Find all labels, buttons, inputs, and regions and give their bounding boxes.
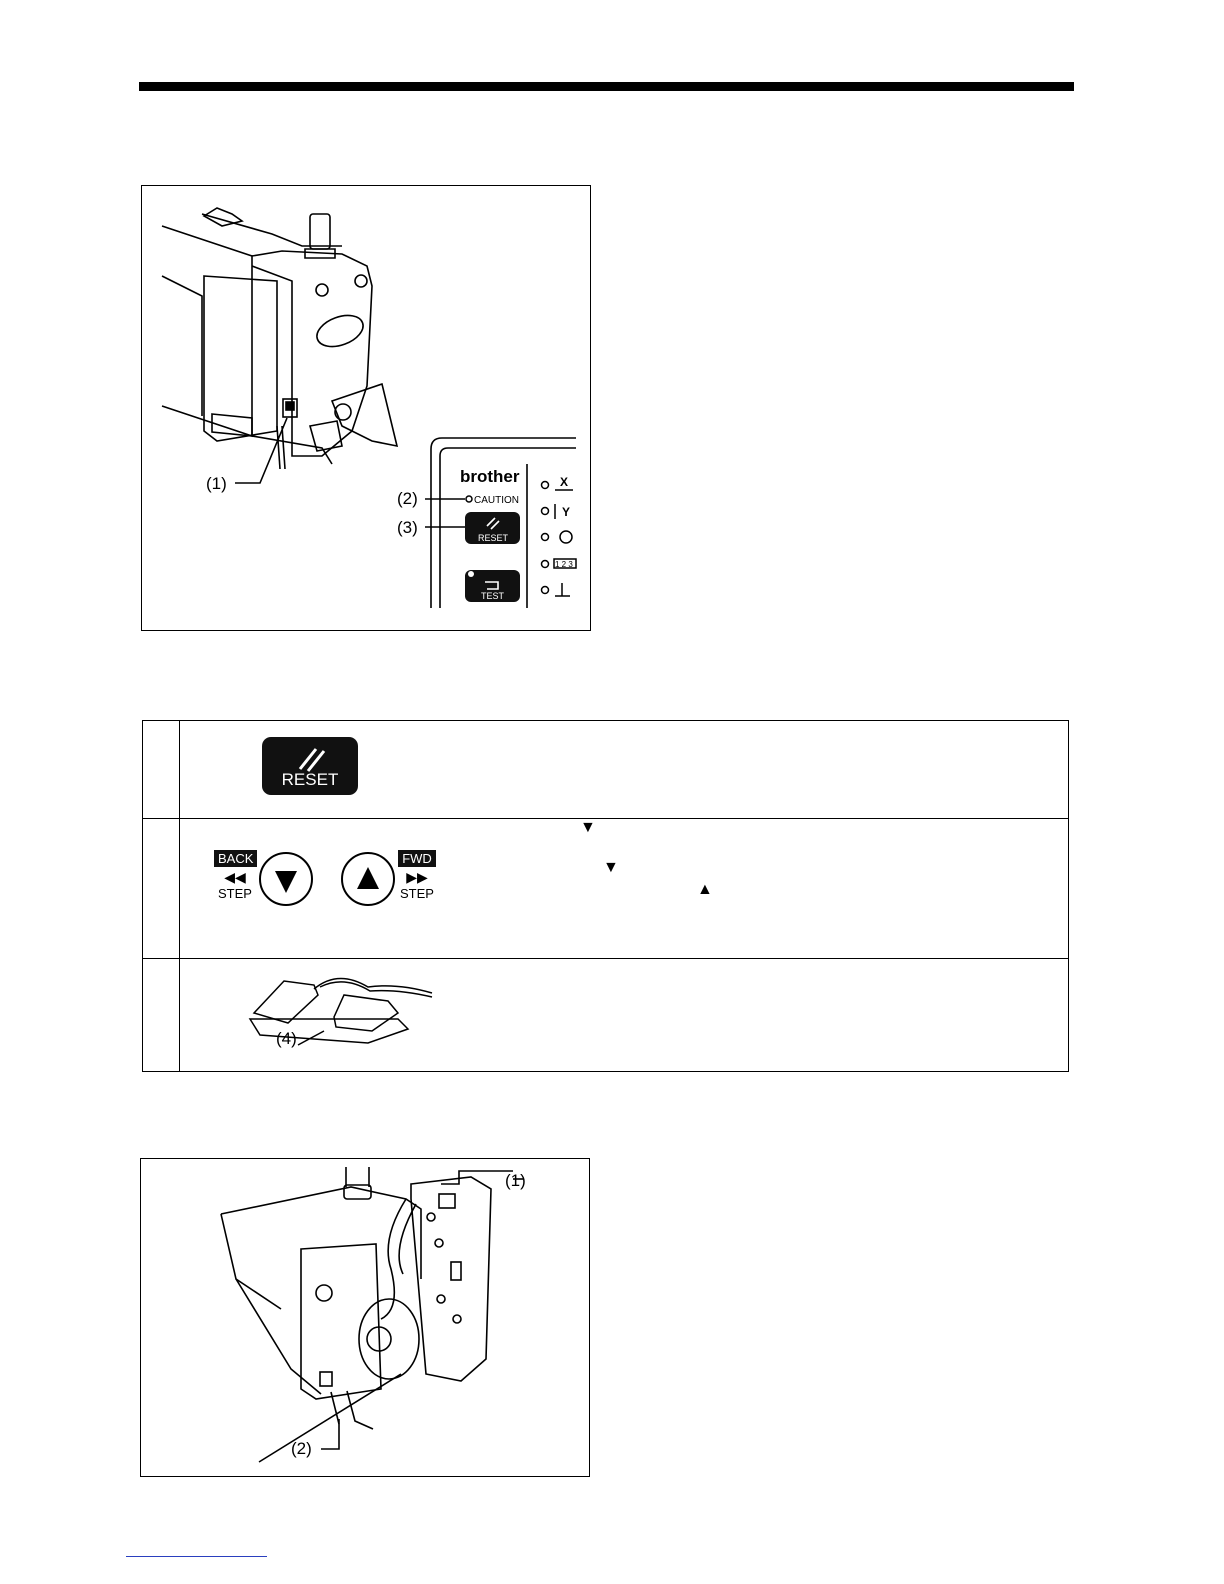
step-number-cell — [143, 819, 180, 959]
panel-reset-label: RESET — [478, 533, 509, 543]
table-row — [143, 959, 1069, 1072]
step-content-cell — [180, 721, 1069, 819]
down-triangle-icon: ▼ — [580, 819, 596, 836]
step-content-cell — [180, 819, 1069, 959]
figure-machine-rear — [140, 1158, 590, 1477]
rewind-icon: ◀◀ — [224, 869, 246, 885]
fwd-button[interactable] — [340, 851, 396, 907]
machine-rear-illustration — [141, 1159, 591, 1478]
table-row — [143, 721, 1069, 819]
back-tag: BACK — [214, 850, 257, 867]
callout-2: (2) — [291, 1439, 312, 1458]
footer-link-underline — [126, 1556, 267, 1557]
caution-indicator-label: CAUTION — [474, 495, 519, 506]
step-number-cell — [143, 721, 180, 819]
brand-logo: brother — [460, 467, 520, 486]
table-row — [143, 819, 1069, 959]
figure-machine-panel — [141, 185, 591, 631]
back-step-label: STEP — [218, 886, 252, 901]
top-rule — [139, 82, 1074, 91]
reset-key[interactable] — [262, 737, 358, 795]
callout-1: (1) — [505, 1171, 526, 1190]
down-triangle-icon: ▼ — [603, 859, 619, 876]
machine-illustration — [142, 186, 592, 632]
up-triangle-icon: ▲ — [697, 881, 713, 898]
callout-3: (3) — [397, 518, 418, 537]
foot-switch-illustration — [248, 973, 448, 1063]
back-button[interactable] — [258, 851, 314, 907]
callout-4: (4) — [276, 1029, 297, 1048]
step-number-cell — [143, 959, 180, 1072]
indicator-counter-label: 1 2 3 — [555, 560, 573, 569]
back-key-group — [214, 850, 256, 901]
fwd-key-group — [396, 850, 438, 901]
fwd-tag: FWD — [398, 850, 436, 867]
steps-table — [142, 720, 1069, 1072]
reset-key-label: RESET — [281, 770, 339, 789]
fast-forward-icon: ▶▶ — [406, 869, 428, 885]
step-content-cell — [180, 959, 1069, 1072]
panel-test-label: TEST — [481, 591, 505, 601]
callout-1: (1) — [206, 474, 227, 493]
callout-2: (2) — [397, 489, 418, 508]
fwd-step-label: STEP — [400, 886, 434, 901]
indicator-x-label: X — [560, 475, 569, 489]
indicator-y-label: Y — [562, 505, 571, 519]
